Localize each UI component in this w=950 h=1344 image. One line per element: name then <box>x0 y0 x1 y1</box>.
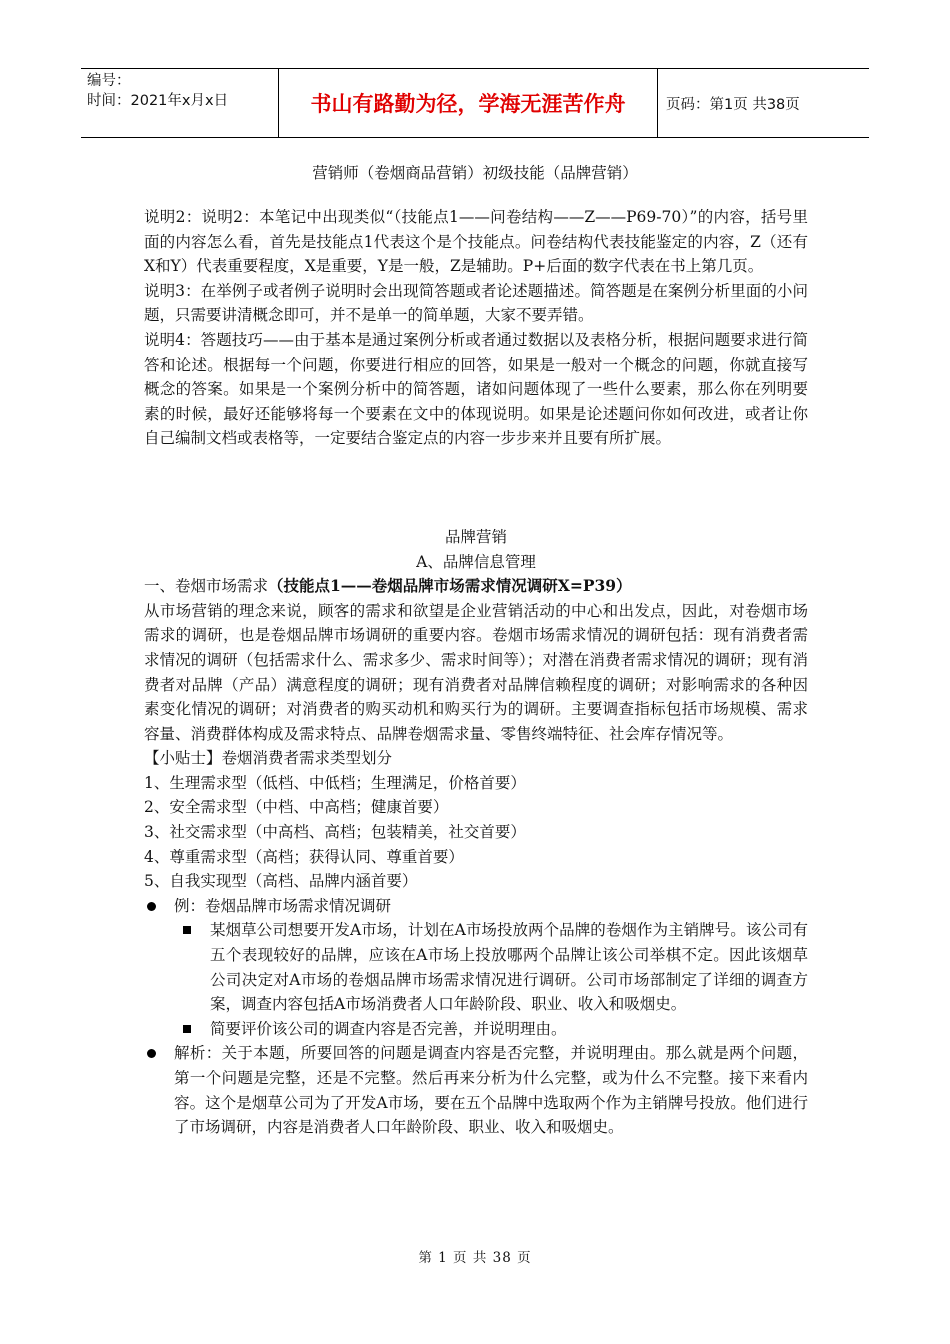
document-title: 营销师（卷烟商品营销）初级技能（品牌营销） <box>312 164 638 182</box>
document-body <box>144 205 808 1140</box>
note-3: 说明3：在举例子或者例子说明时会出现简答题或者论述题描述。简答题是在案例分析里面的小问题，只需要讲清概念即可，并不是单一的简单题，大家不要弄错。 <box>144 281 808 325</box>
note-4: 说明4：答题技巧——由于基本是通过案例分析或者通过数据以及表格分析，根据问题要求进行简答和论述。根据每一个问题，你要进行相应的回答，如果是一般对一个概念的问题，你就直接写概念的答案。如果是一个案例分析中的简答题，诸如问题体现了一些什么要素，那么你在列明要素的时候，最好还能够将每一个要素在文中的体现说明。如果是论述题问你如何改进，或者让你自己编制文档或表格等，一定要结合鉴定点的内容一步步来并且要有所扩展。 <box>144 330 808 448</box>
analysis-bullet <box>144 1041 808 1139</box>
header-page-label: 页码：第1页 共38页 <box>666 96 800 113</box>
type-item-5: 5、自我实现型（高档、品牌内涵首要） <box>144 872 418 891</box>
type-item-3: 3、社交需求型（中高档、高档；包装精美，社交首要） <box>144 823 526 842</box>
section-heading: 品牌营销 <box>444 527 507 546</box>
square-bullet-icon <box>183 926 191 934</box>
note-2: 说明2：说明2：本笔记中出现类似“（技能点1——问卷结构——Z——P69-70）”的内容，括号里面的内容怎么看，首先是技能点1代表这个是个技能点。问卷结构代表技能鉴定的内容，Z（还有X和Y）代表重要程度，X是重要，Y是一般，Z是辅助。P+后面的数字代表在书上第几页。 <box>144 208 808 276</box>
analysis-text: 解析：关于本题，所要回答的问题是调查内容是否完整，并说明理由。那么就是两个问题，第一个问题是完整，还是不完整。然后再来分析为什么完整，或为什么不完整。接下来看内容。这个是烟草公司为了开发A市场，要在五个品牌中选取两个作为主销牌号投放。他们进行了市场调研，内容是消费者人口年龄阶段、职业、收入和吸烟史。 <box>174 1044 808 1137</box>
tip-heading: 【小贴士】卷烟消费者需求类型划分 <box>144 749 393 768</box>
example-bullet <box>144 894 808 919</box>
example-item-2-text: 简要评价该公司的调查内容是否完善，并说明理由。 <box>210 1019 567 1038</box>
time-label: 时间：2021年x月x日 <box>87 93 229 109</box>
item-1-prefix: 一、卷烟市场需求 <box>144 577 269 596</box>
example-label: 例：卷烟品牌市场需求情况调研 <box>174 896 392 915</box>
example-item-2 <box>144 1017 808 1042</box>
example-item-1 <box>144 918 808 1016</box>
item-1-heading <box>144 574 808 599</box>
header-motto: 书山有路勤为径，学海无涯苦作舟 <box>279 69 658 137</box>
page-footer: 第 1 页 共 38 页 <box>418 1250 532 1266</box>
header-left-cell <box>81 69 279 137</box>
header-table <box>81 68 869 138</box>
item-1-skill: （技能点1——卷烟品牌市场需求情况调研X=P39） <box>268 576 632 596</box>
type-item-2: 2、安全需求型（中档、中高档；健康首要） <box>144 798 449 817</box>
number-label: 编号： <box>87 73 131 89</box>
paragraph-1: 从市场营销的理念来说，顾客的需求和欲望是企业营销活动的中心和出发点，因此，对卷烟市场需求的调研，也是卷烟品牌市场调研的重要内容。卷烟市场需求情况的调研包括：现有消费者需求情况的调研（包括需求什么、需求多少、需求时间等）；对潜在消费者需求情况的调研；现有消费者对品牌（产品）满意程度的调研；现有消费者对品牌信赖程度的调研；对影响需求的各种因素变化情况的调研；对消费者的购买动机和购买行为的调研。主要调查指标包括市场规模、需求容量、消费群体构成及需求特点、品牌卷烟需求量、零售终端特征、社会库存情况等。 <box>144 601 808 743</box>
square-bullet-icon <box>183 1025 191 1033</box>
type-item-1: 1、生理需求型（低档、中低档；生理满足，价格首要） <box>144 773 526 792</box>
bullet-dot-icon <box>147 1049 156 1058</box>
example-item-1-text: 某烟草公司想要开发A市场，计划在A市场投放两个品牌的卷烟作为主销牌号。该公司有五个表现较好的品牌，应该在A市场上投放哪两个品牌让该公司举棋不定。因此该烟草公司决定对A市场的卷烟品牌市场需求情况进行调研。公司市场部制定了详细的调查方案，调查内容包括A市场消费者人口年龄阶段、职业、收入和吸烟史。 <box>210 921 808 1014</box>
type-item-4: 4、尊重需求型（高档；获得认同、尊重首要） <box>144 847 464 866</box>
bullet-dot-icon <box>147 902 156 911</box>
section-subheading: A、品牌信息管理 <box>416 552 536 571</box>
